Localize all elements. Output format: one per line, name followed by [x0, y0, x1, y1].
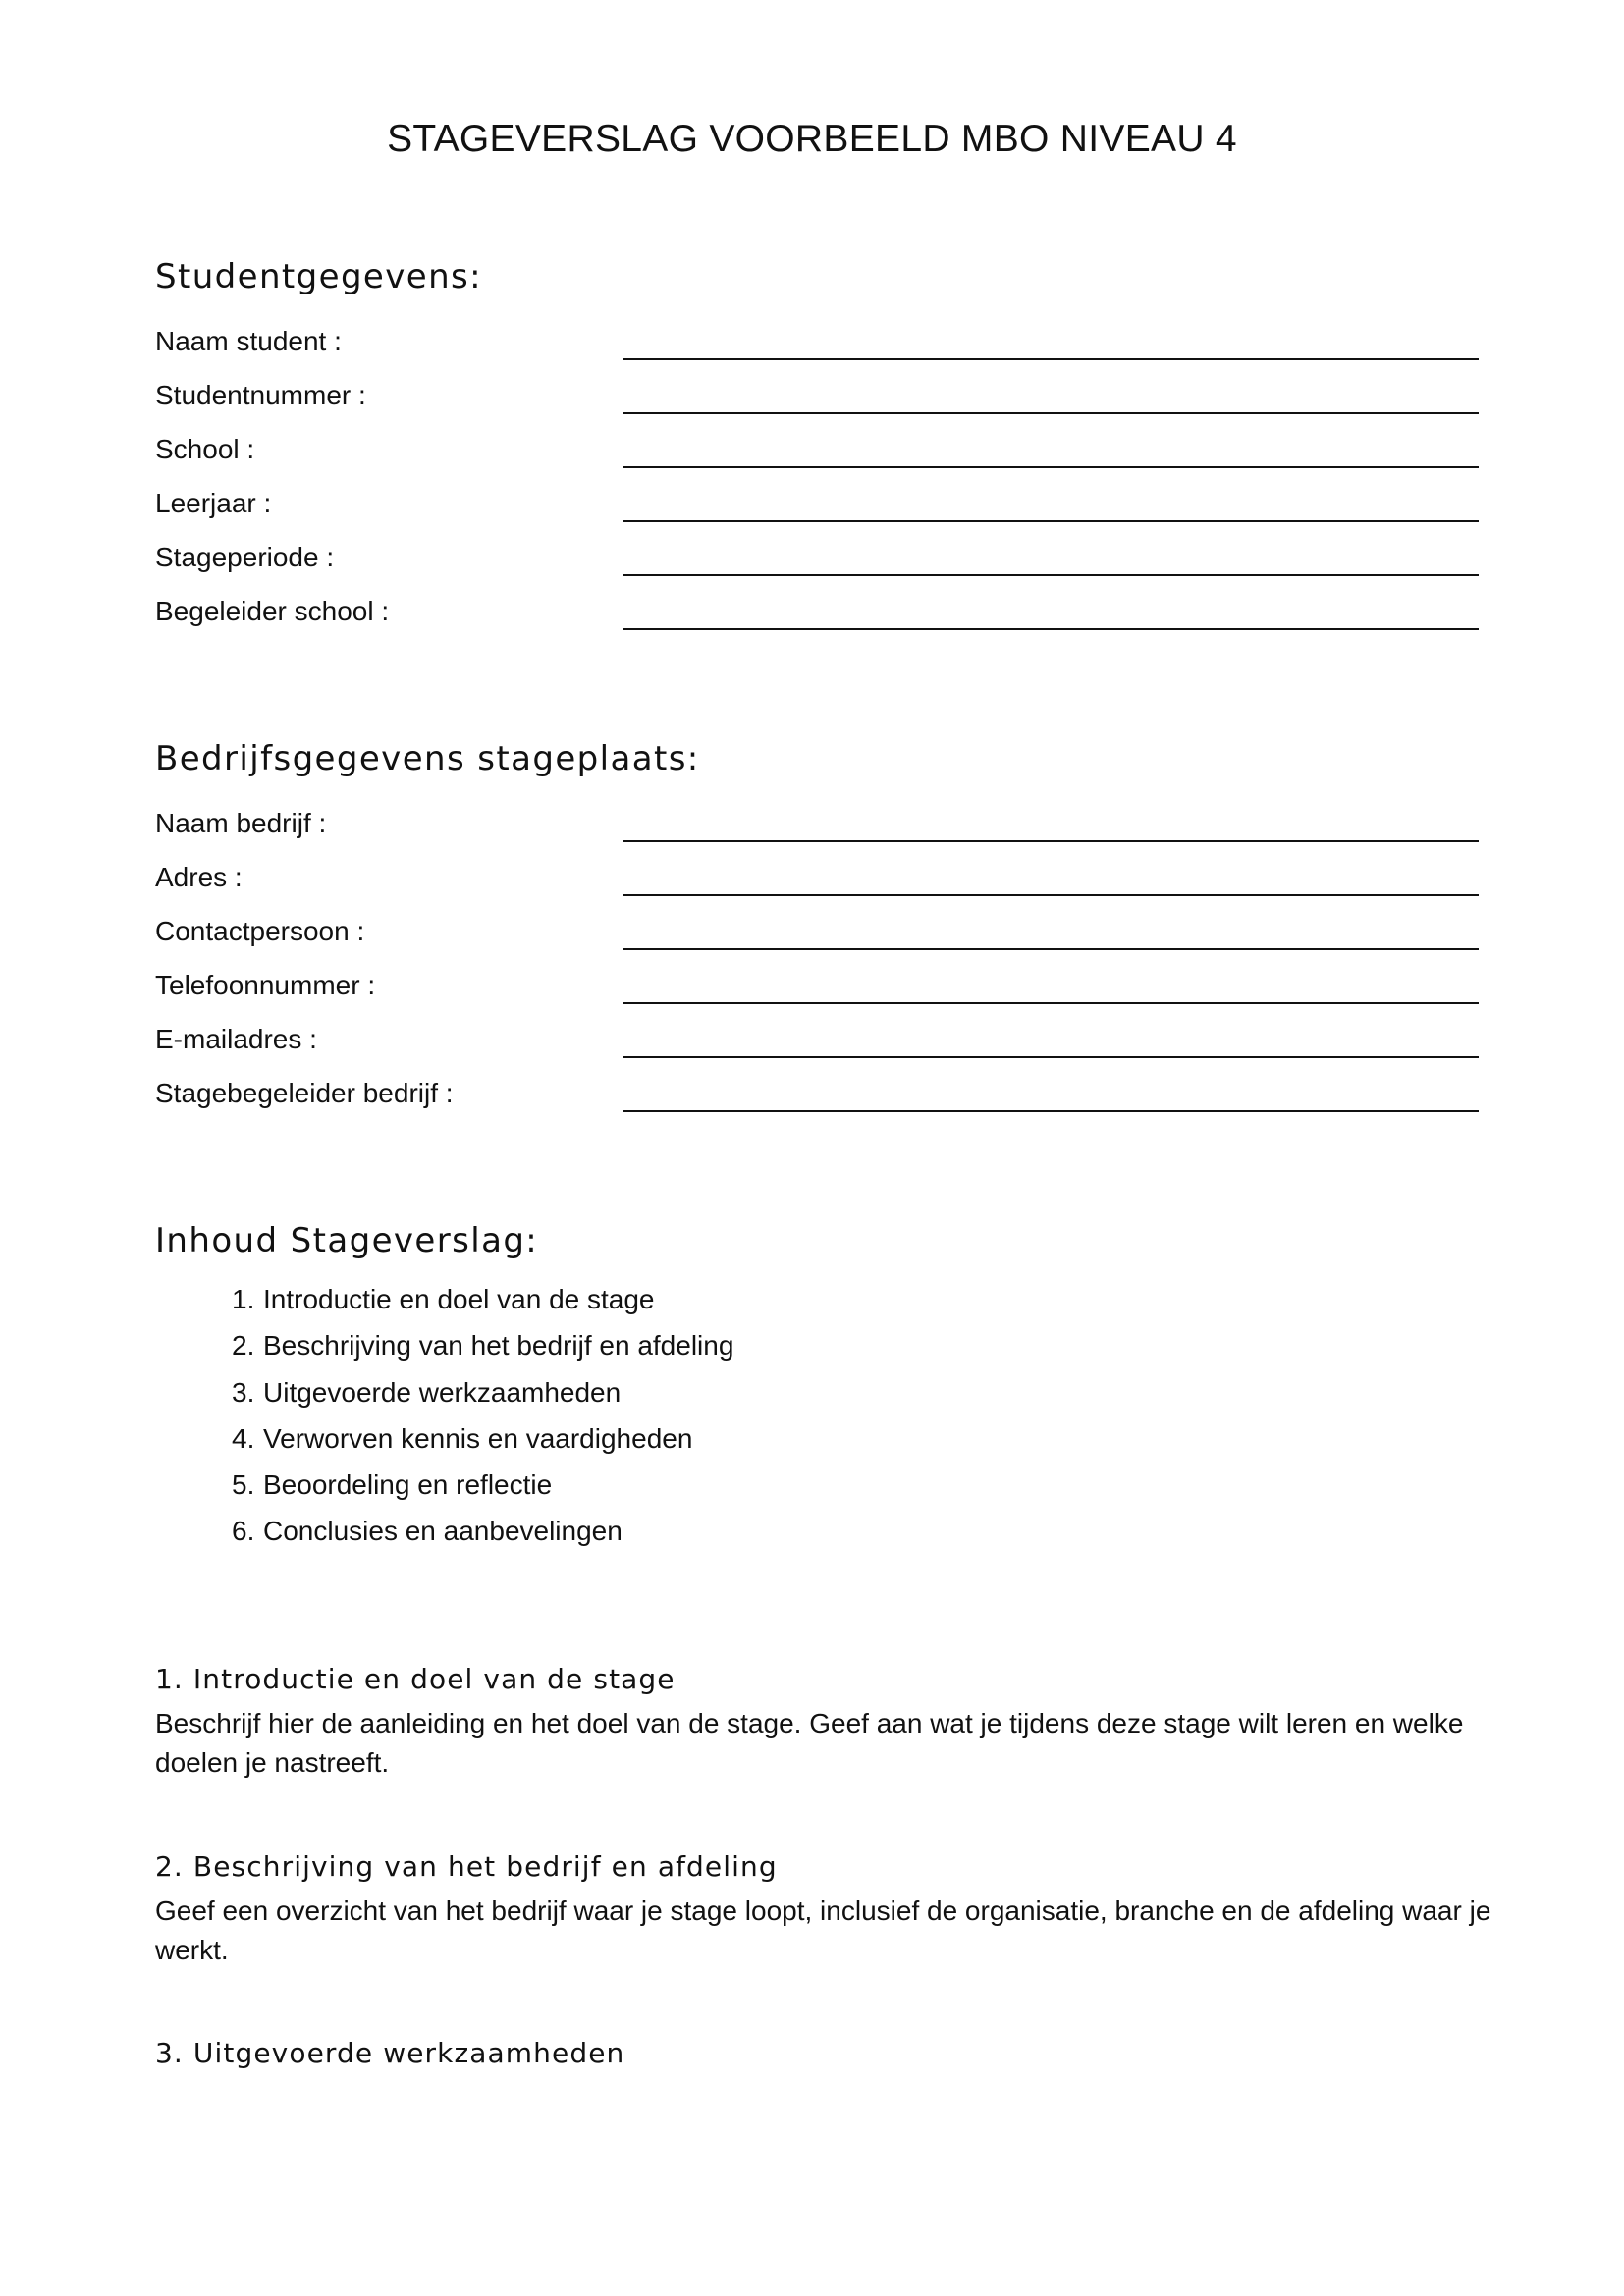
list-item — [232, 1469, 552, 1501]
list-item-text: Uitgevoerde werkzaamheden — [263, 1377, 622, 1408]
fill-in-line[interactable] — [623, 466, 1479, 468]
fill-in-line[interactable] — [623, 412, 1479, 414]
fill-in-line[interactable] — [623, 574, 1479, 576]
field-label: Contactpersoon : — [155, 916, 365, 946]
list-item-number: 4. — [232, 1423, 255, 1454]
list-item — [232, 1284, 655, 1315]
field-label: Studentnummer : — [155, 380, 366, 410]
field-label: Naam student : — [155, 326, 342, 356]
list-item — [232, 1516, 623, 1547]
list-item-text: Beoordeling en reflectie — [263, 1469, 553, 1500]
section-3-title: 3. Uitgevoerde werkzaamheden — [155, 2037, 625, 2069]
list-item-text: Introductie en doel van de stage — [263, 1284, 655, 1314]
company-heading: Bedrijfsgegevens stageplaats: — [155, 739, 700, 778]
list-item-number: 2. — [232, 1330, 255, 1361]
list-item-number: 3. — [232, 1377, 255, 1408]
field-label: Stageperiode : — [155, 542, 335, 572]
section-2-title: 2. Beschrijving van het bedrijf en afdeling — [155, 1850, 778, 1883]
company-supervisor-field[interactable] — [155, 1078, 1479, 1117]
phone-number-field[interactable] — [155, 970, 1479, 1009]
fill-in-line[interactable] — [623, 894, 1479, 896]
field-label: E-mailadres : — [155, 1024, 317, 1054]
list-item-number: 6. — [232, 1516, 255, 1546]
student-heading: Studentgegevens: — [155, 257, 482, 296]
section-1-title: 1. Introductie en doel van de stage — [155, 1663, 676, 1695]
list-item-text: Conclusies en aanbevelingen — [263, 1516, 623, 1546]
contact-person-field[interactable] — [155, 916, 1479, 955]
list-item-text: Verworven kennis en vaardigheden — [263, 1423, 693, 1454]
section-2-body: Geef een overzicht van het bedrijf waar je stage loopt, inclusief de organisatie, branche en de afdeling waar je werkt. — [155, 1896, 1491, 1965]
field-label: Adres : — [155, 862, 243, 892]
field-label: Telefoonnummer : — [155, 970, 376, 1000]
list-item — [232, 1423, 692, 1455]
list-item — [232, 1330, 733, 1362]
fill-in-line[interactable] — [623, 1002, 1479, 1004]
field-label: School : — [155, 434, 255, 464]
list-item-number: 5. — [232, 1469, 255, 1500]
email-field[interactable] — [155, 1024, 1479, 1063]
list-item-number: 1. — [232, 1284, 255, 1314]
field-label: Naam bedrijf : — [155, 808, 327, 838]
school-field[interactable] — [155, 434, 1479, 473]
field-label: Begeleider school : — [155, 596, 390, 626]
fill-in-line[interactable] — [623, 840, 1479, 842]
field-label: Stagebegeleider bedrijf : — [155, 1078, 454, 1108]
fill-in-line[interactable] — [623, 358, 1479, 360]
company-name-field[interactable] — [155, 808, 1479, 847]
internship-period-field[interactable] — [155, 542, 1479, 581]
fill-in-line[interactable] — [623, 948, 1479, 950]
list-item-text: Beschrijving van het bedrijf en afdeling — [263, 1330, 734, 1361]
field-label: Leerjaar : — [155, 488, 272, 518]
student-number-field[interactable] — [155, 380, 1479, 419]
fill-in-line[interactable] — [623, 1056, 1479, 1058]
school-supervisor-field[interactable] — [155, 596, 1479, 635]
section-1-body: Beschrijf hier de aanleiding en het doel van de stage. Geef aan wat je tijdens deze stage wilt leren en welke doelen je nastreeft. — [155, 1708, 1464, 1778]
list-item — [232, 1377, 621, 1409]
student-name-field[interactable] — [155, 326, 1479, 365]
contents-heading: Inhoud Stageverslag: — [155, 1221, 539, 1260]
fill-in-line[interactable] — [623, 628, 1479, 630]
fill-in-line[interactable] — [623, 1110, 1479, 1112]
fill-in-line[interactable] — [623, 520, 1479, 522]
document-title: STAGEVERSLAG VOORBEELD MBO NIVEAU 4 — [387, 118, 1237, 160]
school-year-field[interactable] — [155, 488, 1479, 527]
address-field[interactable] — [155, 862, 1479, 901]
